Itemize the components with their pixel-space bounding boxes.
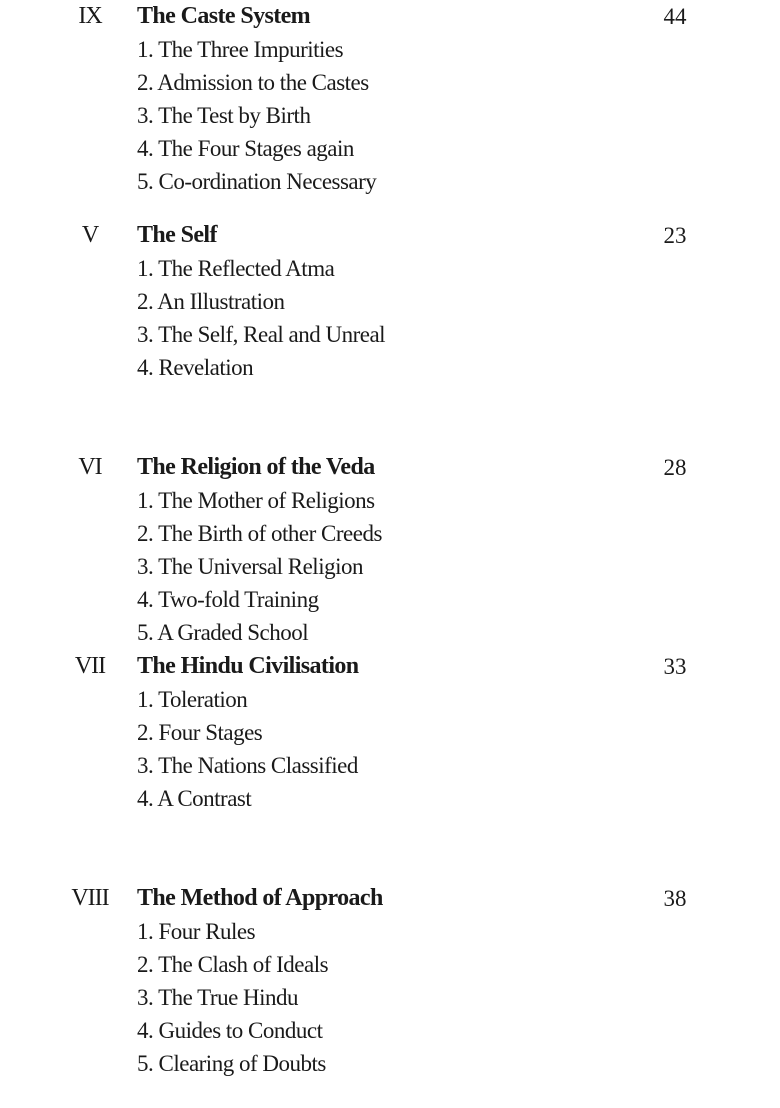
subsection-title: 4. Guides to Conduct — [137, 1018, 323, 1043]
subsection-row — [0, 583, 780, 616]
subsection-title: 5. A Graded School — [137, 620, 309, 645]
subsection-row — [0, 749, 780, 782]
chapter-numeral: IX — [78, 3, 102, 29]
subsection-title: 4. Two-fold Training — [137, 587, 319, 612]
subsection-row — [0, 285, 780, 318]
chapter-page-number: 28 — [663, 455, 687, 480]
subsection-title: 1. The Three Impurities — [137, 37, 344, 62]
chapter-heading — [0, 0, 780, 33]
chapter-section — [0, 219, 780, 384]
chapter-title: The Religion of the Veda — [137, 454, 375, 480]
chapter-heading — [0, 451, 780, 484]
subsection-row — [0, 252, 780, 285]
subsection-title: 3. The Test by Birth — [137, 103, 311, 128]
subsection-title: 3. The Nations Classified — [137, 753, 358, 778]
subsection-title: 2. Admission to the Castes — [137, 70, 369, 95]
subsection-row — [0, 716, 780, 749]
subsection-row — [0, 484, 780, 517]
subsection-title: 5. Clearing of Doubts — [137, 1051, 326, 1076]
chapter-section — [0, 0, 780, 198]
subsection-title: 2. The Clash of Ideals — [137, 952, 329, 977]
subsection-row — [0, 517, 780, 550]
subsection-title: 4. A Contrast — [137, 786, 252, 811]
subsection-row — [0, 550, 780, 583]
subsection-row — [0, 915, 780, 948]
subsection-row — [0, 33, 780, 66]
subsection-title: 2. The Birth of other Creeds — [137, 521, 382, 546]
subsection-row — [0, 1014, 780, 1047]
chapter-page-number: 33 — [663, 654, 687, 679]
subsection-title: 3. The Universal Religion — [137, 554, 363, 579]
subsection-title: 4. The Four Stages again — [137, 136, 354, 161]
subsection-title: 1. The Mother of Religions — [137, 488, 375, 513]
subsection-row — [0, 782, 780, 815]
chapter-section — [0, 650, 780, 815]
subsection-row — [0, 616, 780, 649]
subsection-row — [0, 165, 780, 198]
subsection-title: 4. Revelation — [137, 355, 254, 380]
chapter-page-number: 38 — [663, 886, 687, 911]
subsection-row — [0, 66, 780, 99]
subsection-row — [0, 318, 780, 351]
chapter-title: The Self — [137, 222, 217, 248]
chapter-numeral: VIII — [71, 885, 109, 911]
chapter-title: The Hindu Civilisation — [137, 653, 359, 679]
subsection-title: 2. Four Stages — [137, 720, 263, 745]
subsection-row — [0, 948, 780, 981]
subsection-row — [0, 981, 780, 1014]
subsection-row — [0, 99, 780, 132]
subsection-row — [0, 683, 780, 716]
chapter-page-number: 44 — [663, 4, 687, 29]
chapter-page-number: 23 — [663, 223, 687, 248]
chapter-title: The Method of Approach — [137, 885, 383, 911]
subsection-title: 1. The Reflected Atma — [137, 256, 335, 281]
subsection-title: 5. Co-ordination Necessary — [137, 169, 377, 194]
chapter-heading — [0, 650, 780, 683]
subsection-row — [0, 132, 780, 165]
subsection-title: 3. The Self, Real and Unreal — [137, 322, 386, 347]
subsection-title: 2. An Illustration — [137, 289, 285, 314]
subsection-title: 1. Four Rules — [137, 919, 256, 944]
chapter-numeral: V — [81, 222, 99, 248]
chapter-title: The Caste System — [137, 3, 311, 29]
subsection-row — [0, 1047, 780, 1080]
chapter-section — [0, 882, 780, 1080]
chapter-numeral: VI — [78, 454, 102, 480]
subsection-row — [0, 351, 780, 384]
chapter-section — [0, 451, 780, 649]
chapter-numeral: VII — [74, 653, 106, 679]
subsection-title: 3. The True Hindu — [137, 985, 299, 1010]
subsection-title: 1. Toleration — [137, 687, 248, 712]
chapter-heading — [0, 882, 780, 915]
chapter-heading — [0, 219, 780, 252]
